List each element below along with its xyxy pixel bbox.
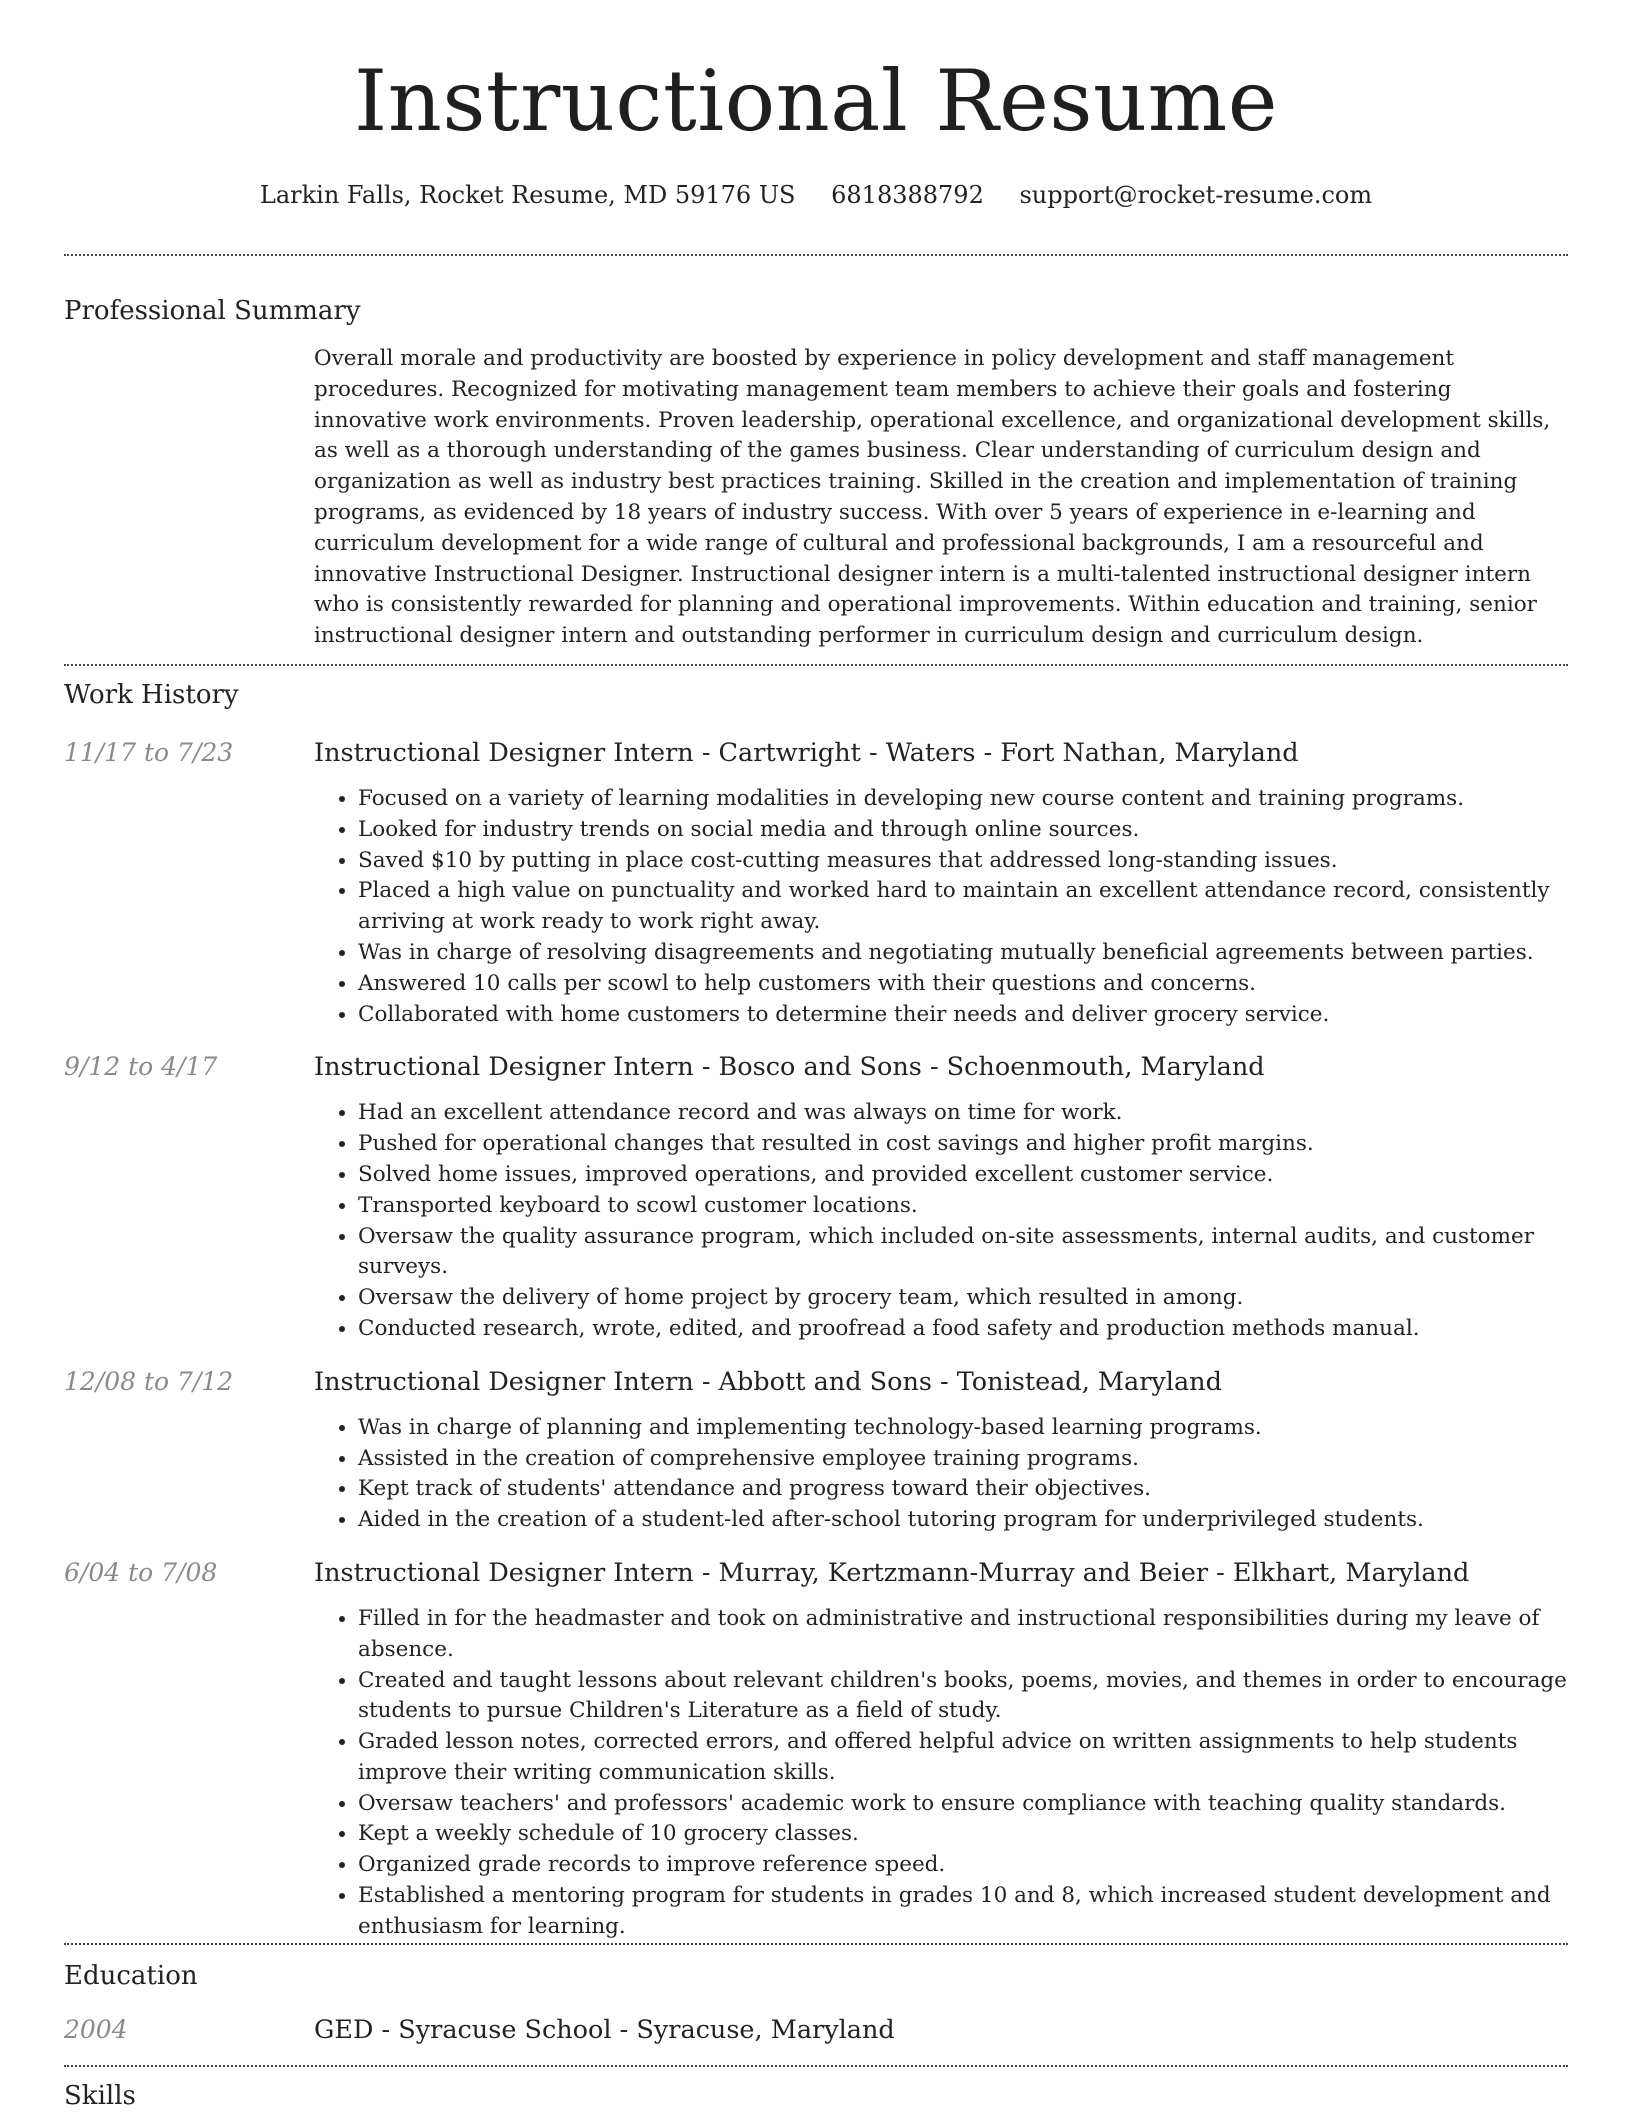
bullet-item: • Focused on a variety of learning modalities in developing new course content and training programs.	[358, 784, 1568, 815]
section-title-summary: Professional Summary	[64, 296, 361, 326]
job-dates: 12/08 to 7/12	[64, 1366, 234, 1396]
skills-section	[64, 2067, 1568, 2113]
bullet-item: • Oversaw the quality assurance program, which included on-site assessments, internal audits, and customer surveys.	[358, 1222, 1568, 1284]
job-dates: 11/17 to 7/23	[64, 737, 234, 767]
bullet-item: • Assisted in the creation of comprehensive employee training programs.	[358, 1444, 1568, 1475]
bullet-item: • Was in charge of resolving disagreements and negotiating mutually beneficial agreements between parties.	[358, 938, 1568, 969]
work-history-section	[64, 666, 1568, 1943]
summary-section	[64, 256, 1568, 664]
resume-title: Instructional Resume	[354, 52, 1278, 150]
education-list	[64, 2013, 1568, 2065]
bullet-item: • Filled in for the headmaster and took on administrative and instructional responsibilities during my leave of absence.	[358, 1604, 1568, 1666]
job-title: Instructional Designer Intern - Bosco and Sons - Schoenmouth, Maryland	[314, 1052, 1265, 1083]
job-entry	[64, 1050, 1568, 1344]
job-dates: 9/12 to 4/17	[64, 1052, 218, 1082]
bullet-item: • Answered 10 calls per scowl to help customers with their questions and concerns.	[358, 969, 1568, 1000]
bullet-item: • Was in charge of planning and implementing technology-based learning programs.	[358, 1413, 1568, 1444]
education-section	[64, 1945, 1568, 2065]
job-title: Instructional Designer Intern - Abbott and Sons - Tonistead, Maryland	[314, 1366, 1222, 1397]
bullet-item: • Placed a high value on punctuality and worked hard to maintain an excellent attendance record, consistently arriving at work ready to work right away.	[358, 876, 1568, 938]
job-title: Instructional Designer Intern - Murray, Kertzmann-Murray and Beier - Elkhart, Maryland	[314, 1557, 1470, 1588]
job-body	[314, 1050, 1568, 1344]
job-list	[64, 736, 1568, 1943]
bullet-item: • Saved $10 by putting in place cost-cutting measures that addressed long-standing issues.	[358, 846, 1568, 877]
job-body	[314, 736, 1568, 1030]
bullet-item: • Established a mentoring program for students in grades 10 and 8, which increased student development and enthusiasm for learning.	[358, 1881, 1568, 1943]
education-entry	[64, 2013, 1568, 2065]
bullet-item: • Looked for industry trends on social media and through online sources.	[358, 815, 1568, 846]
bullet-item: • Solved home issues, improved operations, and provided excellent customer service.	[358, 1160, 1568, 1191]
bullet-item: • Pushed for operational changes that resulted in cost savings and higher profit margins.	[358, 1129, 1568, 1160]
job-title: Instructional Designer Intern - Cartwright - Waters - Fort Nathan, Maryland	[314, 737, 1299, 768]
job-bullets	[314, 1098, 1568, 1344]
job-bullets	[314, 1413, 1568, 1536]
job-dates: 6/04 to 7/08	[64, 1557, 218, 1587]
bullet-item: • Oversaw the delivery of home project by grocery team, which resulted in among.	[358, 1283, 1568, 1314]
section-title-skills: Skills	[64, 2080, 136, 2111]
bullet-item: • Kept a weekly schedule of 10 grocery classes.	[358, 1819, 1568, 1850]
education-year: 2004	[64, 2014, 128, 2044]
contact-address: Larkin Falls, Rocket Resume, MD 59176 US	[259, 181, 796, 209]
summary-text: Overall morale and productivity are boosted by experience in policy development and staff management procedures. Recognized for motivating management team members to achieve their goals and fostering innovative work environments. Proven leadership, operational excellence, and organizational development skills, as well as a thorough understanding of the games business. Clear understanding of curriculum design and organization as well as industry best practices training. Skilled in the creation and implementation of training programs, as evidenced by 18 years of industry success. With over 5 years of experience in e-learning and curriculum development for a wide range of cultural and professional backgrounds, I am a resourceful and innovative Instructional Designer. Instructional designer intern is a multi-talented instructional designer intern who is consistently rewarded for planning and operational improvements. Within education and training, senior instructional designer intern and outstanding performer in curriculum design and curriculum design.	[314, 346, 1551, 649]
bullet-item: • Kept track of students' attendance and progress toward their objectives.	[358, 1474, 1568, 1505]
bullet-item: • Oversaw teachers' and professors' academic work to ensure compliance with teaching quality standards.	[358, 1789, 1568, 1820]
contact-email: support@rocket-resume.com	[1019, 181, 1373, 209]
bullet-item: • Transported keyboard to scowl customer locations.	[358, 1191, 1568, 1222]
job-bullets	[314, 784, 1568, 1030]
education-title: GED - Syracuse School - Syracuse, Maryland	[314, 2014, 895, 2045]
bullet-item: • Organized grade records to improve reference speed.	[358, 1850, 1568, 1881]
bullet-item: • Collaborated with home customers to determine their needs and deliver grocery service.	[358, 1000, 1568, 1031]
bullet-item: • Created and taught lessons about relevant children's books, poems, movies, and themes in order to encourage students to pursue Children's Literature as a field of study.	[358, 1666, 1568, 1728]
bullet-item: • Conducted research, wrote, edited, and proofread a food safety and production methods manual.	[358, 1314, 1568, 1345]
bullet-item: • Aided in the creation of a student-led after-school tutoring program for underprivileged students.	[358, 1505, 1568, 1536]
section-title-work: Work History	[64, 679, 239, 710]
section-title-education: Education	[64, 1960, 198, 1991]
bullet-item: • Graded lesson notes, corrected errors, and offered helpful advice on written assignments to help students improve their writing communication skills.	[358, 1727, 1568, 1789]
job-body	[314, 1556, 1568, 1943]
job-entry	[64, 1556, 1568, 1943]
bullet-item: • Had an excellent attendance record and was always on time for work.	[358, 1098, 1568, 1129]
job-body	[314, 1365, 1568, 1536]
job-entry	[64, 1365, 1568, 1536]
job-entry	[64, 736, 1568, 1030]
contact-line	[64, 178, 1568, 212]
contact-phone: 6818388792	[831, 181, 984, 209]
job-bullets	[314, 1604, 1568, 1943]
